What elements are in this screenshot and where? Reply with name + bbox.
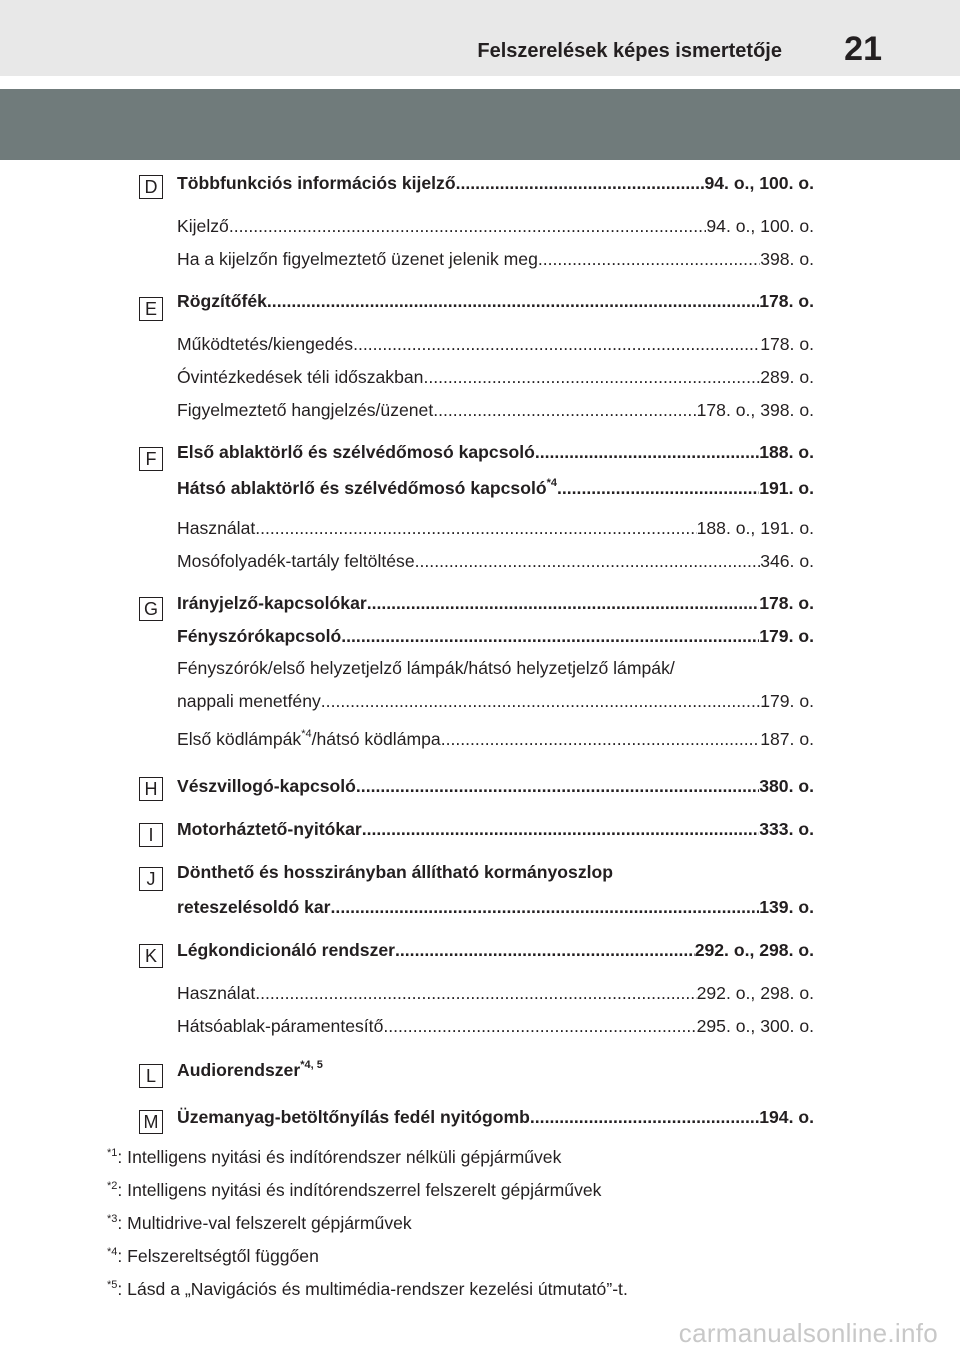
entry-label-text: Óvintézkedések téli időszakban [177,367,424,387]
entry-label [177,592,367,614]
entry-label-text: reteszelésoldó kar [177,897,331,917]
dot-leader [229,215,707,237]
index-entry-main [177,1106,814,1128]
page-reference: 194. o. [759,1107,814,1127]
dot-leader [557,477,759,499]
footnote [107,1179,601,1201]
entry-label-text: Ha a kijelzőn figyelmeztető üzenet jelenik meg [177,249,538,269]
page-reference: 178. o. [759,593,814,613]
page-reference: 346. o. [760,551,814,571]
entry-label-text: Figyelmeztető hangjelzés/üzenet [177,400,434,420]
entry-label-text: Fényszórókapcsoló [177,626,342,646]
entry-label-line1: Fényszórók/első helyzetjelző lámpák/hátsó helyzetjelző lámpák/ [177,658,675,678]
footnote-text: : Multidrive-val felszerelt gépjárművek [117,1213,412,1233]
entry-line [177,939,814,961]
entry-label-text: Motorháztető-nyitókar [177,819,362,839]
footnote-ref: *4 [546,477,557,490]
entry-label [177,818,362,840]
footnote [107,1212,412,1234]
entry-label [177,399,433,421]
dot-leader [367,592,760,614]
index-entry-sub [177,248,814,270]
index-entry-sub [177,550,814,572]
entry-label-text: Üzemanyag-betöltőnyílás fedél nyitógomb [177,1107,530,1127]
dot-leader [362,818,759,840]
page-reference: 191. o. [759,478,814,498]
dot-leader [321,690,760,712]
section-letter-box: K [139,944,163,968]
page-reference: 178. o., 398. o. [696,400,814,420]
footnote-ref: *4, 5 [300,1059,323,1072]
page-reference: 292. o., 298. o. [694,940,814,960]
entry-line [177,550,814,572]
page-reference: 292. o., 298. o. [696,983,814,1003]
entry-line [177,728,814,750]
entry-label [177,290,267,312]
dot-leader [535,441,759,463]
page-reference: 178. o. [759,291,814,311]
dot-leader [530,1106,759,1128]
entry-label-text: Audiorendszer [177,1060,301,1080]
entry-label-line1: Dönthető és hosszirányban állítható kormányoszlop [177,862,614,882]
index-entry-main [177,1059,814,1081]
entry-label [177,366,423,388]
dot-leader [456,172,705,194]
index-entry-main [177,477,814,499]
entry-line [177,775,814,797]
entry-label [177,1059,323,1081]
section-letter-box: I [139,823,163,847]
dot-leader [415,550,761,572]
page-reference: 94. o., 100. o. [706,216,814,236]
page-reference: 94. o., 100. o. [704,173,814,193]
footnote [107,1146,561,1168]
entry-label [177,477,557,499]
entry-label [177,1015,383,1037]
section-letter-box: F [139,447,163,471]
footnote-mark: *5 [107,1279,118,1292]
index-entry-sub [177,517,814,539]
entry-label [177,775,356,797]
entry-label-text: Vészvillogó-kapcsoló [177,776,356,796]
entry-label-text: Hátsóablak-páramentesítő [177,1016,384,1036]
entry-line [177,690,814,712]
footnote [107,1245,319,1267]
entry-label [177,333,353,355]
entry-label [177,248,538,270]
entry-line [177,1106,814,1128]
section-letter-box: H [139,777,163,801]
dot-leader [383,1015,696,1037]
dot-leader [331,896,760,918]
index-entry-main [177,775,814,797]
dot-leader [433,399,696,421]
page-reference: 179. o. [759,626,814,646]
header-bar [0,0,960,76]
footnote-text: : Lásd a „Navigációs és multimédia-rendszer kezelési útmutató”-t. [117,1279,628,1299]
dot-leader [255,982,696,1004]
entry-label [177,982,255,1004]
watermark: carmanualsonline.info [678,1318,938,1348]
page-number: 21 [844,30,882,68]
dot-leader [255,517,696,539]
entry-label [177,172,456,194]
index-entry-sub [177,657,814,712]
entry-label-text: Rögzítőfék [177,291,267,311]
entry-label [177,728,441,750]
entry-label-text: Működtetés/kiengedés [177,334,354,354]
page-reference: 188. o., 191. o. [696,518,814,538]
entry-line [177,366,814,388]
entry-label [177,550,415,572]
footnote-text: : Felszereltségtől függően [117,1246,319,1266]
entry-line [177,333,814,355]
page-reference: 179. o. [760,691,814,711]
index-entry-main [177,939,814,961]
index-entry-main [177,172,814,194]
dot-leader [356,775,759,797]
entry-line [177,215,814,237]
entry-line [177,1015,814,1037]
dot-leader [395,939,695,961]
entry-line [177,248,814,270]
entry-line [177,517,814,539]
entry-label [177,625,341,647]
footnote-mark: *4 [107,1246,118,1259]
index-entry-sub [177,333,814,355]
entry-line [177,818,814,840]
entry-label-text: Irányjelző-kapcsolókar [177,593,367,613]
index-entry-main [177,441,814,463]
entry-label-text: Hátsó ablaktörlő és szélvédőmosó kapcsoló [177,478,547,498]
index-entry-sub [177,1015,814,1037]
entry-label [177,215,229,237]
section-letter-box: J [139,867,163,891]
page-reference: 139. o. [759,897,814,917]
section-letter-box: E [139,297,163,321]
entry-label [177,517,255,539]
index-entry-sub [177,982,814,1004]
index-entry-main [177,818,814,840]
entry-label-text: Első ablaktörlő és szélvédőmosó kapcsoló [177,442,535,462]
dot-leader [267,290,759,312]
page-reference: 333. o. [759,819,814,839]
page-reference: 178. o. [760,334,814,354]
footnote-mark: *3 [107,1213,118,1226]
dot-leader [441,728,760,750]
dot-leader [353,333,760,355]
section-letter-box: L [139,1064,163,1088]
entry-line [177,1059,814,1081]
entry-line [177,896,814,918]
footnote-text: : Intelligens nyitási és indítórendszerrel felszerelt gépjárművek [117,1180,602,1200]
footnote-mark: *1 [107,1147,118,1160]
entry-label [177,896,331,918]
entry-label-text: Használat [177,518,256,538]
index-entry-main [177,592,814,614]
section-letter-box: D [139,175,163,199]
entry-label-text: Kijelző [177,216,229,236]
entry-line [177,290,814,312]
footnote-mark: *2 [107,1180,118,1193]
dot-leader [538,248,760,270]
dot-leader [423,366,760,388]
entry-label-text: Mosófolyadék-tartály feltöltése [177,551,415,571]
entry-line [177,982,814,1004]
entry-label-text: Használat [177,983,256,1003]
image-placeholder-band [0,89,960,160]
page-reference: 398. o. [760,249,814,269]
entry-line [177,592,814,614]
index-entry-sub [177,728,814,750]
entry-line [177,172,814,194]
footnote-ref: *4 [301,728,312,741]
page-reference: 295. o., 300. o. [696,1016,814,1036]
entry-label-text: Első ködlámpák [177,729,302,749]
section-letter-box: G [139,597,163,621]
entry-label-text: nappali menetfény [177,691,321,711]
page-reference: 380. o. [759,776,814,796]
entry-label-text-after: /hátsó ködlámpa [311,729,441,749]
entry-label [177,690,321,712]
page-reference: 188. o. [759,442,814,462]
index-entry-sub [177,366,814,388]
index-entry-sub [177,215,814,237]
dot-leader [341,625,759,647]
entry-line [177,399,814,421]
page-reference: 289. o. [760,367,814,387]
entry-line [177,477,814,499]
page-reference: 187. o. [760,729,814,749]
entry-label [177,1106,530,1128]
entry-label [177,441,535,463]
index-entry-main [177,290,814,312]
section-letter-box: M [139,1110,163,1134]
entry-line [177,625,814,647]
entry-label [177,939,395,961]
entry-label-text: Légkondicionáló rendszer [177,940,396,960]
footnote [107,1278,628,1300]
footnote-text: : Intelligens nyitási és indítórendszer nélküli gépjárművek [117,1147,562,1167]
index-entry-main [177,625,814,647]
index-entry-sub [177,399,814,421]
entry-label-text: Többfunkciós információs kijelző [177,173,456,193]
index-entry-main [177,861,814,918]
section-title: Felszerelések képes ismertetője [477,40,782,62]
entry-line [177,441,814,463]
